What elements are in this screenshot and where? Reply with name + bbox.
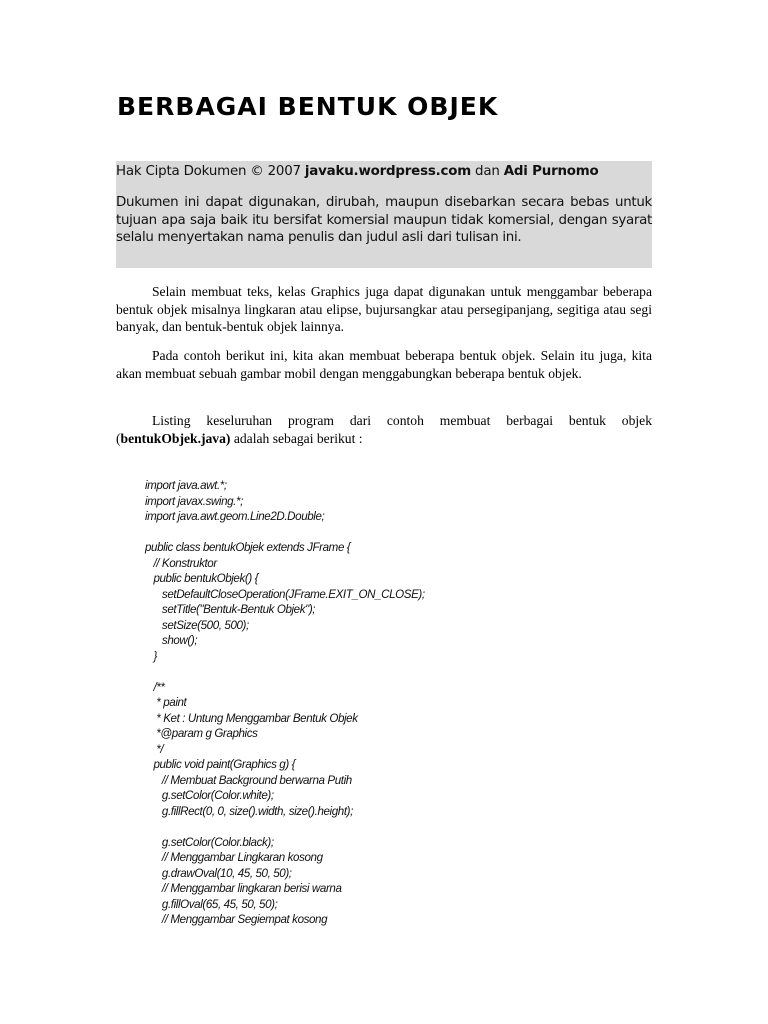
- code-line: }: [145, 649, 157, 663]
- code-line: import java.awt.*;: [145, 479, 227, 492]
- code-line: g.fillOval(65, 45, 50, 50);: [145, 897, 278, 911]
- code-line: setTitle("Bentuk-Bentuk Objek");: [145, 603, 316, 616]
- copyright-author: Adi Purnomo: [503, 164, 599, 179]
- code-line: import javax.swing.*;: [145, 494, 243, 508]
- code-line: g.drawOval(10, 45, 50, 50);: [145, 866, 292, 880]
- listing-filename: bentukObjek.java): [120, 430, 231, 446]
- document-title: BERBAGAI BENTUK OBJEK: [117, 92, 499, 121]
- copyright-prefix: Hak Cipta Dokumen © 2007: [116, 164, 305, 179]
- code-line: g.setColor(Color.white);: [145, 789, 274, 802]
- code-line: // Menggambar lingkaran berisi warna: [145, 882, 342, 895]
- code-line: setDefaultCloseOperation(JFrame.EXIT_ON_CLOSE);: [145, 587, 425, 601]
- code-line: [145, 525, 425, 541]
- code-line: * paint: [145, 696, 187, 709]
- code-line: *@param g Graphics: [145, 727, 258, 740]
- listing-text-post: adalah sebagai berikut :: [230, 430, 363, 446]
- license-text: Dukumen ini dapat digunakan, dirubah, maupun disebarkan secara bebas untuk tujuan apa saja baik itu bersifat komersial maupun tidak komersial, dengan syarat selalu menyertakan nama penulis dan judul asli dari tulisan ini.: [116, 195, 652, 245]
- code-line: */: [145, 742, 164, 756]
- code-line: show();: [145, 634, 198, 647]
- code-line: g.setColor(Color.black);: [145, 835, 274, 849]
- code-line: public class bentukObjek extends JFrame {: [145, 541, 351, 554]
- copyright-line: [116, 164, 652, 179]
- paragraph-listing: [116, 412, 652, 447]
- code-line: // Konstruktor: [145, 556, 217, 570]
- code-line: /**: [145, 680, 165, 694]
- copyright-conjunction: dan: [471, 164, 504, 179]
- code-line: public bentukObjek() {: [145, 572, 259, 585]
- code-line: import java.awt.geom.Line2D.Double;: [145, 510, 325, 523]
- copyright-site: javaku.wordpress.com: [304, 164, 471, 179]
- code-line: // Menggambar Segiempat kosong: [145, 913, 328, 926]
- code-line: * Ket : Untung Menggambar Bentuk Objek: [145, 711, 358, 725]
- code-line: // Membuat Background berwarna Putih: [145, 773, 352, 787]
- code-line: [145, 664, 425, 680]
- paragraph-example: Pada contoh berikut ini, kita akan membuat beberapa bentuk objek. Selain itu juga, kita akan membuat sebuah gambar mobil dengan menggabungkan beberapa bentuk objek.: [116, 348, 652, 381]
- copyright-box: [116, 161, 652, 268]
- code-line: [145, 819, 425, 835]
- listing-text-pre: Listing keseluruhan program dari contoh membuat berbagai bentuk objek (: [116, 413, 652, 446]
- code-listing: [145, 478, 425, 928]
- code-line: setSize(500, 500);: [145, 618, 249, 632]
- code-line: public void paint(Graphics g) {: [145, 758, 296, 771]
- code-line: // Menggambar Lingkaran kosong: [145, 851, 323, 864]
- code-line: g.fillRect(0, 0, size().width, size().height);: [145, 804, 353, 818]
- paragraph-intro: Selain membuat teks, kelas Graphics juga dapat digunakan untuk menggambar beberapa bentuk objek misalnya lingkaran atau elipse, bujursangkar atau persegipanjang, segitiga atau segi banyak, dan bentuk-bentuk objek lainnya.: [116, 284, 652, 335]
